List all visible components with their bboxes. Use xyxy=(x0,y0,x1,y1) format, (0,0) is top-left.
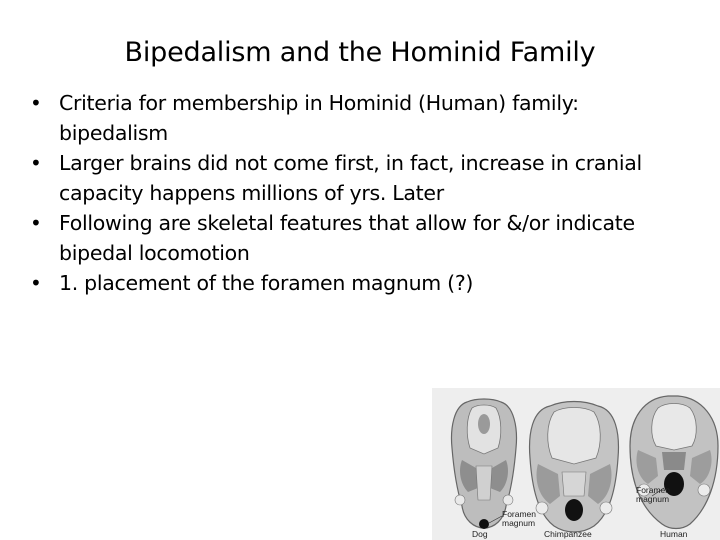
bullet-text: Criteria for membership in Hominid (Human) family: bipedalism xyxy=(59,91,579,145)
dog-foramen-magnum-icon xyxy=(479,519,489,529)
bullet-text: 1. placement of the foramen magnum (?) xyxy=(59,271,474,295)
foramen-magnum-label-dog: Foramen magnum xyxy=(502,509,537,528)
human-skull-icon xyxy=(630,396,718,529)
skull-diagram xyxy=(432,388,720,540)
slide-title: Bipedalism and the Hominid Family xyxy=(124,37,596,68)
skull-comparison-figure xyxy=(432,388,720,540)
bullet-icon: • xyxy=(30,91,42,115)
bullet-text: Larger brains did not come first, in fact, increase in cranial capacity happens millions of yrs. Later xyxy=(59,151,642,205)
bullet-item xyxy=(30,208,680,268)
bullet-text: Following are skeletal features that allow for &/or indicate bipedal locomotion xyxy=(59,211,635,265)
foramen-magnum-label-human: Foramen magnum xyxy=(636,485,671,504)
bullet-item xyxy=(30,148,680,208)
bullet-icon: • xyxy=(30,151,42,175)
bullet-list xyxy=(30,88,680,298)
bullet-item xyxy=(30,268,680,298)
bullet-icon: • xyxy=(30,211,42,235)
bullet-icon: • xyxy=(30,271,42,295)
dog-label: Dog xyxy=(472,529,488,539)
human-label: Human xyxy=(660,529,688,539)
bullet-item xyxy=(30,88,680,148)
chimpanzee-label: Chimpanzee xyxy=(544,529,592,539)
chimpanzee-foramen-magnum-icon xyxy=(565,499,583,521)
